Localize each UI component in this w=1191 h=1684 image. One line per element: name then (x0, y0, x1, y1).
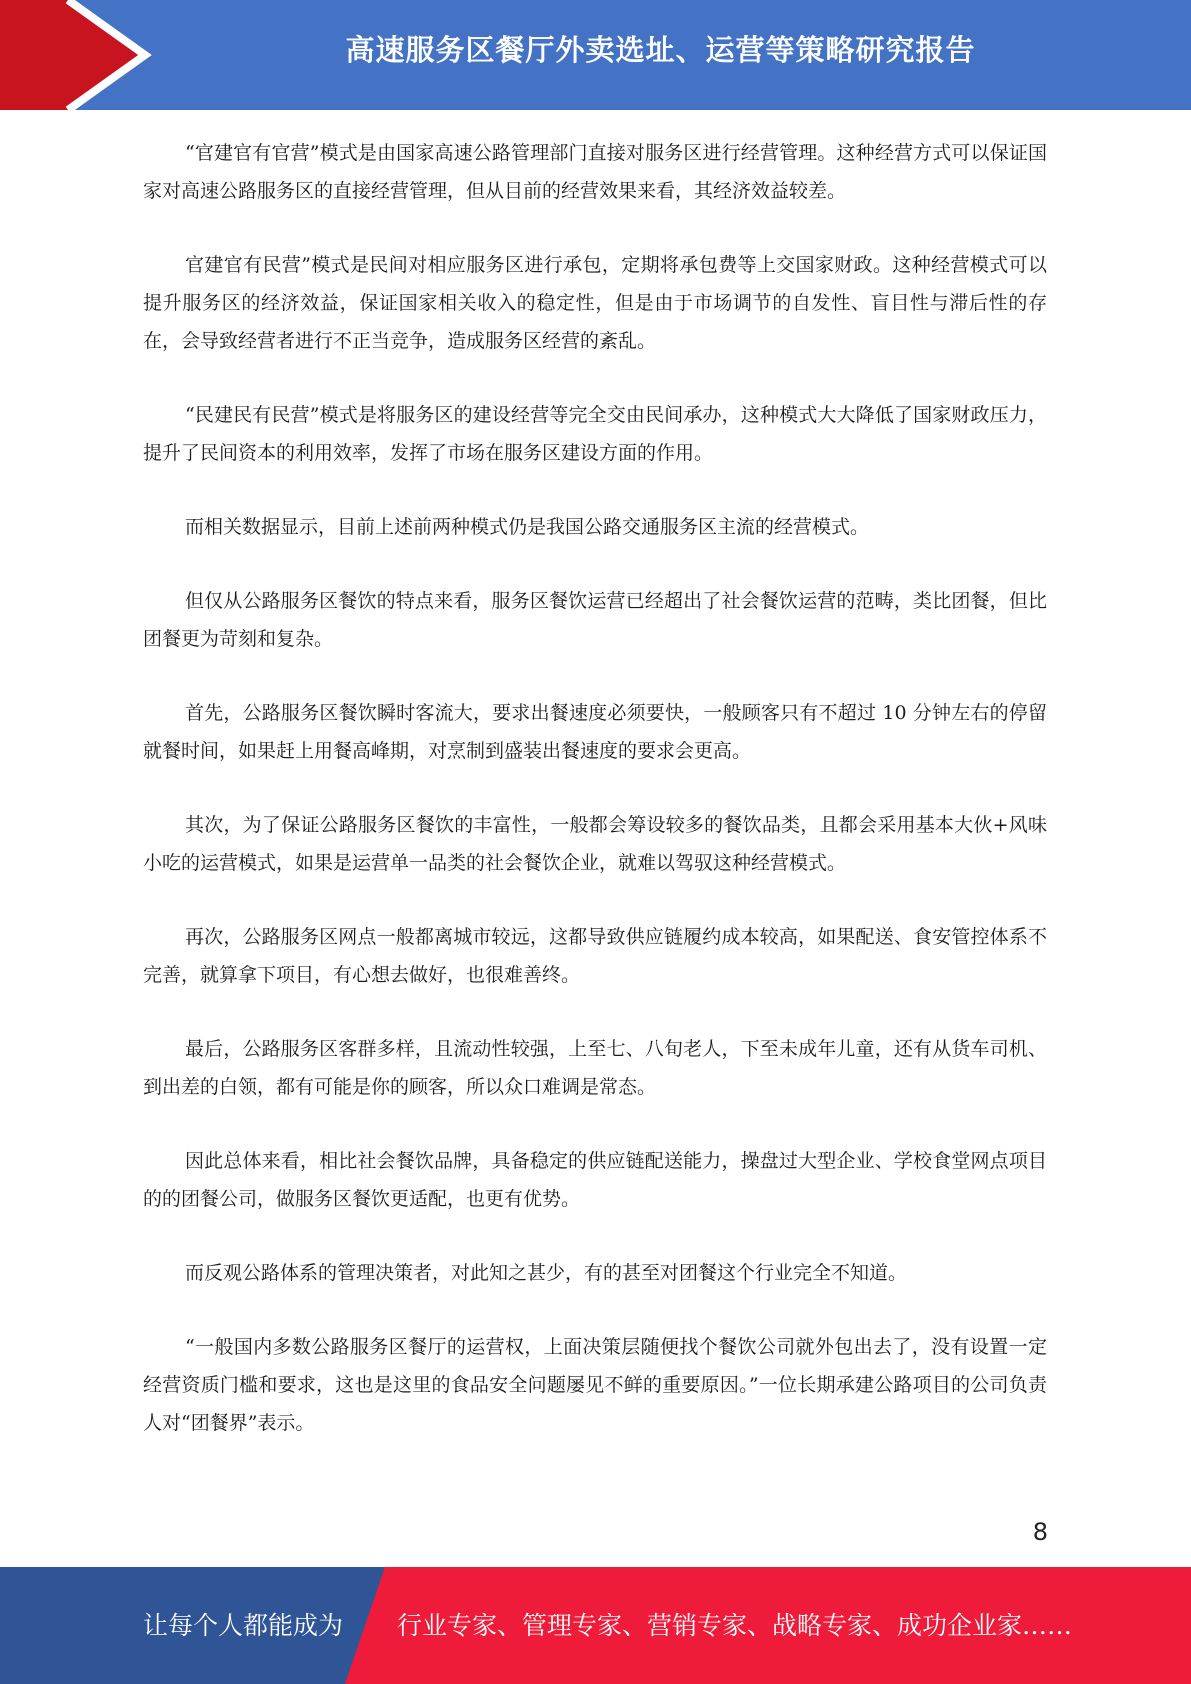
paragraph: 但仅从公路服务区餐饮的特点来看，服务区餐饮运营已经超出了社会餐饮运营的范畴，类比团餐，但比团餐更为苛刻和复杂。 (143, 590, 1047, 650)
report-title: 高速服务区餐厅外卖选址、运营等策略研究报告 (345, 33, 976, 67)
paragraph: “官建官有官营”模式是由国家高速公路管理部门直接对服务区进行经营管理。这种经营方式可以保证国家对高速公路服务区的直接经营管理，但从目前的经营效果来看，其经济效益较差。 (143, 142, 1047, 202)
footer-slogan-right: 行业专家、管理专家、营销专家、战略专家、成功企业家…… (397, 1611, 1073, 1640)
paragraph: 其次，为了保证公路服务区餐饮的丰富性，一般都会筹设较多的餐饮品类，且都会采用基本大伙+风味小吃的运营模式，如果是运营单一品类的社会餐饮企业，就难以驾驭这种经营模式。 (143, 814, 1047, 874)
paragraph: 而相关数据显示，目前上述前两种模式仍是我国公路交通服务区主流的经营模式。 (185, 516, 870, 538)
paragraph: “民建民有民营”模式是将服务区的建设经营等完全交由民间承办，这种模式大大降低了国家财政压力，提升了民间资本的利用效率，发挥了市场在服务区建设方面的作用。 (143, 404, 1047, 464)
page-header (0, 0, 1191, 110)
page-footer (0, 1567, 1191, 1684)
document-body (143, 134, 1047, 1478)
paragraph: 因此总体来看，相比社会餐饮品牌，具备稳定的供应链配送能力，操盘过大型企业、学校食堂网点项目的的团餐公司，做服务区餐饮更适配，也更有优势。 (143, 1150, 1047, 1210)
paragraph: 再次，公路服务区网点一般都离城市较远，这都导致供应链履约成本较高，如果配送、食安管控体系不完善，就算拿下项目，有心想去做好，也很难善终。 (143, 926, 1047, 986)
paragraph: 首先，公路服务区餐饮瞬时客流大，要求出餐速度必须要快，一般顾客只有不超过 10 分钟左右的停留就餐时间，如果赶上用餐高峰期，对烹制到盛装出餐速度的要求会更高。 (143, 702, 1047, 762)
header-red-chevron-decoration (0, 0, 160, 110)
paragraph: “一般国内多数公路服务区餐厅的运营权，上面决策层随便找个餐饮公司就外包出去了，没有设置一定经营资质门槛和要求，这也是这里的食品安全问题屡见不鲜的重要原因。”一位长期承建公路项目的公司负责人对“团餐界”表示。 (143, 1336, 1047, 1434)
footer-slogan-left: 让每个人都能成为 (143, 1611, 344, 1640)
page-number: 8 (1032, 1518, 1048, 1546)
paragraph: 而反观公路体系的管理决策者，对此知之甚少，有的甚至对团餐这个行业完全不知道。 (185, 1262, 908, 1284)
paragraph: 官建官有民营”模式是民间对相应服务区进行承包，定期将承包费等上交国家财政。这种经营模式可以提升服务区的经济效益，保证国家相关收入的稳定性，但是由于市场调节的自发性、盲目性与滞后性的存在，会导致经营者进行不正当竞争，造成服务区经营的紊乱。 (143, 254, 1047, 352)
paragraph: 最后，公路服务区客群多样，且流动性较强，上至七、八旬老人，下至未成年儿童，还有从货车司机、到出差的白领，都有可能是你的顾客，所以众口难调是常态。 (143, 1038, 1047, 1098)
